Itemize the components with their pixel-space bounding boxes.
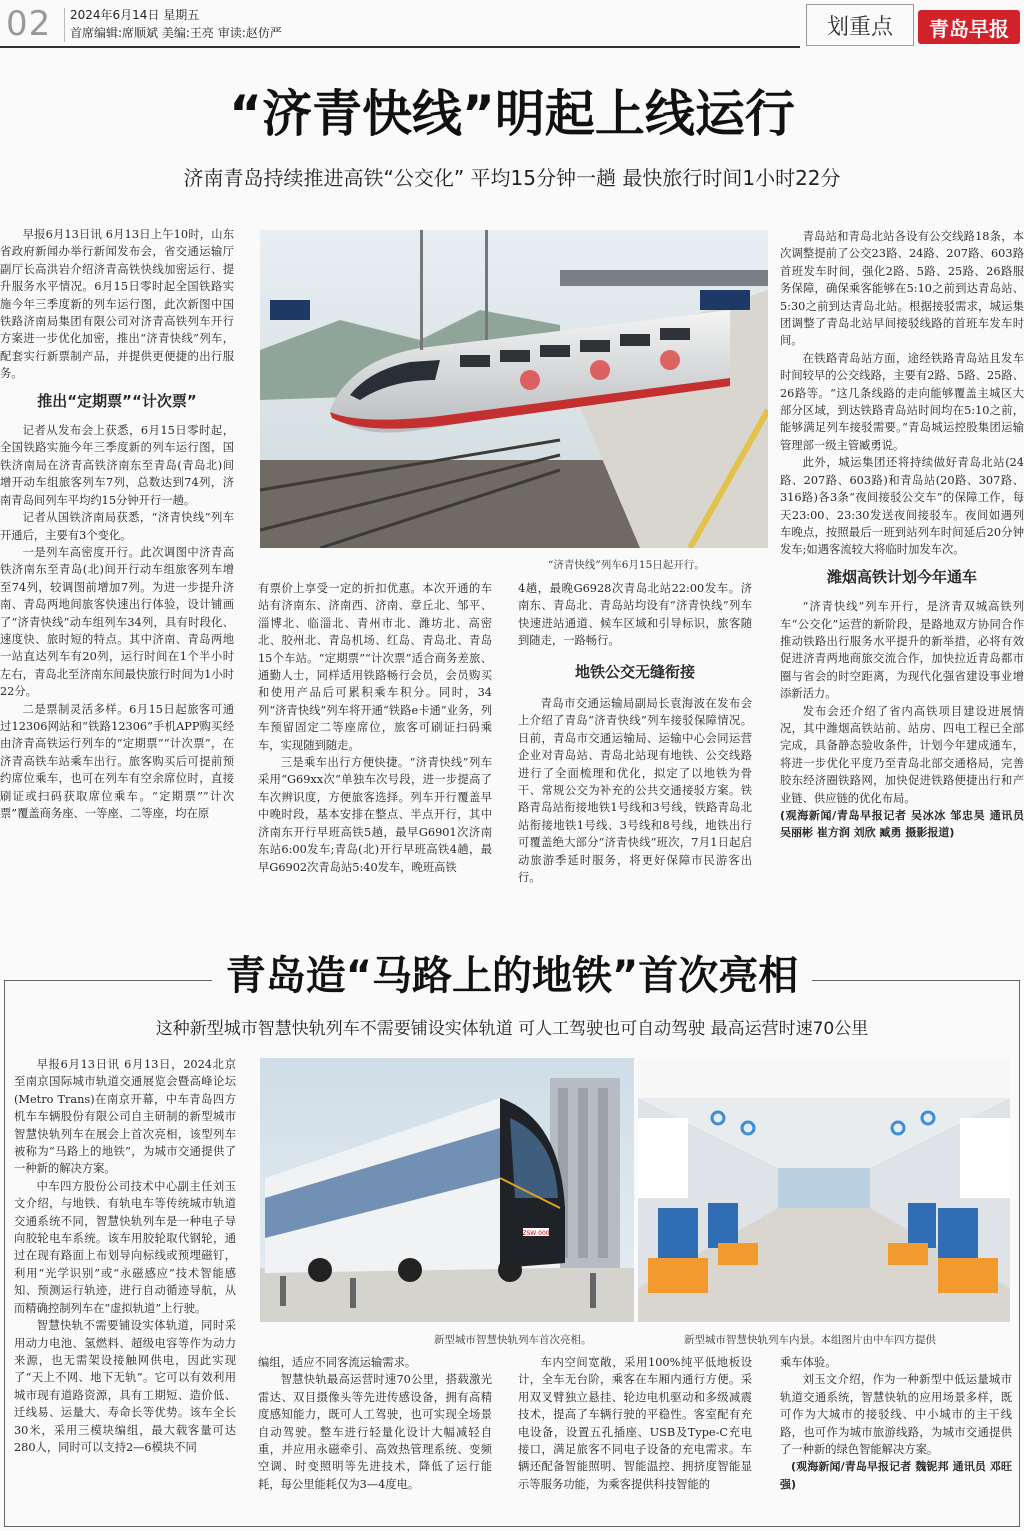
story1-subheadline: 济南青岛持续推进高铁“公交化” 平均15分钟一趟 最快旅行时间1小时22分 [183, 166, 841, 190]
story1-section-heading-weiyan: 潍烟高铁计划今年通车 [826, 567, 977, 586]
tram-exterior-photo [260, 1058, 634, 1322]
paragraph: 有票价上享受一定的折扣优惠。本次开通的车站有济南东、济南西、济南、章丘北、邹平、淄博北、临淄北、青州市北、潍坊北、高密北、胶州北、青岛机场、红岛、青岛北、青岛15个车站。“定期票”“计次票”适合商务差旅、通勤人士，同样适用铁路畅行会员，会员购买和使用产品后可累积乘车积分。同时，34列“济青快线”列车将开通“铁路e卡通”业务，列车预留固定二等座席位，旅客可刷证扫码乘车，实现随到随走。 [258, 582, 492, 752]
paragraph: 此外，城运集团还将持续做好青岛北站(24路、207路、603路)和青岛站(20路、307路、316路)各3条“夜间接驳公交车”的保障工作，每天23:00、23:30发送夜间接驳车。夜间如遇列车晚点，按照最后一班到站列车时间延后20分钟发车;如遇客流较大将临时加发车次。 [780, 456, 1024, 557]
paragraph: 一是列车高密度开行。此次调图中济青高铁济南东至青岛(北)间开行动车组旅客列车增至74列，较调图前增加7列。为进一步提升济南、青岛两地间旅客快速出行体验，设计铺画了“济青快线”动车组列车34列，具有时段化、速度快、旅时短的特点。其中济南、青岛两地一站直达列车有20列，运行时间在1个半小时左右，青岛北至济南东间最快旅行时间为1小时22分。 [0, 545, 234, 699]
paragraph: 智慧快轨不需要铺设实体轨道，同时采用动力电池、氢燃料、超级电容等作为动力来源，也无需架设接触网供电，因此实现了“天上不网、地下无轨”。它可以有效利用城市现有道路资源，具有工期短、造价低、迁线易、运量大、寿命长等优势。该车全长30米，采用三模块编组，最大载客量可达280人，同时可以支持2—6模块不同 [14, 1319, 236, 1454]
story2-headline-text: 青岛造“马路上的地铁”首次亮相 [212, 953, 813, 999]
header-info [70, 6, 282, 42]
paragraph: 发布会还介绍了省内高铁项目建设进展情况，其中潍烟高铁站前、站房、四电工程已全部完成，具备静态验收条件，计划今年建成通车，将进一步优化平度乃至青岛北部交通格局，完善胶东经济圈铁路网，加快促进铁路便捷出行和产业链、供应链的优化布局。 [780, 704, 1024, 805]
story1-section-heading-tickets: 推出“定期票”“计次票” [37, 391, 197, 410]
staff-line: 首席编辑:席顺斌 美编:王亮 审读:赵仿严 [70, 26, 282, 40]
story1-column-4 [780, 228, 1024, 842]
story1-byline: (观海新闻/青岛早报记者 吴冰冰 邹忠昊 通讯员 吴丽彬 崔方润 刘欣 臧勇 摄影报道) [780, 809, 1024, 840]
story1-lead-paragraph: 早报6月13日讯 6月13日上午10时，山东省政府新闻办举行新闻发布会，省交通运输厅副厅长高洪岩介绍济青高铁快线加密运行、提升服务水平情况。6月15日零时起全国铁路实施今年三季度新的列车运行图，此次新图中国铁路济南局集团有限公司对济青高铁列车开行方案进一步优化加密，推出“济青快线”列车，配套实行新票制产品，并提供更便捷的出行服务。 [0, 228, 234, 381]
paragraph: 智慧快轨最高运营时速70公里，搭载激光雷达、双目摄像头等先进传感设备，拥有高精度感知能力，既可人工驾驶，也可实现全场景自动驾驶。整车进行轻量化设计大幅减轻自重，并应用永磁牵引、高效热管理系统、变频空调、时变照明等先进技术，降低了运行能耗，每公里能耗仅为3—4度电。 [258, 1373, 492, 1491]
high-speed-train-image [260, 230, 768, 548]
story1-column-1 [0, 226, 234, 822]
story1-section-heading-metro: 地铁公交无缝衔接 [574, 662, 695, 681]
tram-exterior-caption: 新型城市智慧快轨列车首次亮相。 [434, 1334, 592, 1346]
story1-column-3 [518, 580, 752, 887]
train-photo [260, 230, 768, 548]
header-rule [0, 46, 800, 48]
tram-interior-photo [638, 1058, 1010, 1322]
story2-column-1 [14, 1056, 236, 1456]
story2-column-2 [258, 1354, 492, 1493]
story2-subheadline: 这种新型城市智慧快轨列车不需要铺设实体轨道 可人工驾驶也可自动驾驶 最高运营时速70公里 [155, 1019, 869, 1039]
paragraph: 中车四方股份公司技术中心副主任刘玉文介绍，与地铁、有轨电车等传统城市轨道交通系统不同，智慧快轨列车是一种电子导向胶轮电车系统。该车用胶轮取代钢轮，通过在现有路面上布划导向标线或预埋磁钉，利用“光学识别”或“永磁感应”技术智能感知、预测运行轨迹，进行自动循迹导航，从而精确控制列车在“虚拟轨道”上行驶。 [14, 1179, 236, 1315]
smart-rail-tram-image [260, 1058, 634, 1322]
paragraph: 青岛站和青岛北站各设有公交线路18条，本次调整提前了公交23路、24路、207路、603路首班发车时间，强化2路、5路、25路、26路服务保障，确保乘客能够在5:10之前到达青岛站、5:30之前到达青岛北站。根据接驳需求，城运集团调整了青岛北站早间接驳线路的首班车发车时间。 [780, 230, 1024, 348]
story1-column-2 [258, 580, 492, 876]
train-photo-caption: “济青快线”列车6月15日起开行。 [548, 559, 705, 571]
paragraph: 在铁路青岛站方面，途经铁路青岛站且发车时间较早的公交线路，主要有2路、5路、25路、26路等。“这几条线路的走向能够覆盖主城区大部分区域，到达铁路青岛站时间均在5:10之前，能够满足列车接驳需要。”青岛城运控股集团运输管理部一级主管臧勇说。 [780, 351, 1024, 452]
tram-interior-image [638, 1058, 1010, 1322]
paragraph: 三是乘车出行方便快捷。“济青快线”列车采用“G69xx次”单独车次号段，进一步提高了车次辨识度，方便旅客选择。列车开行覆盖早中晚时段，基本安排在整点、半点开行，其中济南东开行早班高铁5趟，最早G6901次济南东站6:00发车;青岛(北)开行早班高铁4趟，最早G6902次青岛站5:40发车，晚班高铁 [258, 756, 492, 874]
paragraph: “济青快线”列车开行，是济青双城高铁列车“公交化”运营的新阶段，是路地双方协同合作推动铁路出行服务水平提升的新举措，必将有效促进济青两地商旅交流合作，加快拉近青岛都市圈与省会的时空距离，为现代化强省建设事业增添新活力。 [780, 600, 1024, 701]
paragraph: 早报6月13日讯 6月13日，2024北京至南京国际城市轨道交通展览会暨高峰论坛(Metro Trans)在南京开幕，中车青岛四方机车车辆股份有限公司自主研制的新型城市智慧快轨列车在展会上首次亮相，该型列车被称为“马路上的地铁”，为城市交通提供了一种新的解决方案。 [14, 1058, 236, 1176]
paragraph: 记者从国铁济南局获悉，“济青快线”列车开通后，主要有3个变化。 [0, 511, 234, 542]
paragraph: 乘车体验。 [780, 1356, 837, 1369]
paragraph: 4趟，最晚G6928次青岛北站22:00发车。济南东、青岛北、青岛站均设有“济青快线”列车快速进站通道、候车区域和引导标识，旅客随到随走，一路畅行。 [518, 582, 752, 648]
tram-interior-caption: 新型城市智慧快轨列车内景。本组图片由中车四方提供 [684, 1334, 936, 1346]
paragraph: 编组，适应不同客流运输需求。 [258, 1356, 417, 1369]
newspaper-logo: 青岛早报 [918, 10, 1020, 44]
paragraph: 二是票制灵活多样。6月15日起旅客可通过12306网站和“铁路12306”手机APP购买经由济青高铁运行列车的“定期票”“计次票”，在济青高铁车站乘车出行。旅客购买后可提前预约席位乘车，也可在列车有空余席位时，直接刷证或扫码获取席位乘车。“定期票”“计次票”覆盖商务座、一等座、二等座，均在原 [0, 702, 234, 820]
header-separator [64, 8, 65, 42]
tram-plate-text: ZSW 000 [522, 1230, 550, 1237]
story2-column-4 [780, 1354, 1012, 1493]
story2-column-3 [518, 1354, 752, 1493]
story2-byline: (观海新闻/青岛早报记者 魏铌邦 通讯员 邓旺强) [780, 1460, 1012, 1491]
paragraph: 记者从发布会上获悉，6月15日零时起，全国铁路实施今年三季度新的列车运行图，国铁济南局在济青高铁济南东至青岛(青岛北)间增开动车组旅客列车7列，总数达到74列，济南青岛间列车平均约15分钟开行一趟。 [0, 424, 234, 507]
story1-headline: “济青快线”明起上线运行 [229, 85, 795, 143]
paragraph: 青岛市交通运输局副局长袁海波在发布会上介绍了青岛“济青快线”列车接驳保障情况。日前，青岛市交通运输局、运输中心会同运营企业对青岛站、青岛北站现有地铁、公交线路进行了全面梳理和优化，拟定了以地铁为骨干、常规公交为补充的公共交通接驳方案。铁路青岛站衔接地铁1号线和3号线，铁路青岛北站衔接地铁1号线、3号线和8号线，地铁出行可覆盖绝大部分“济青快线”班次，7月1日起启动旅游季延时服务，将更好保障市民游客出行。 [518, 697, 752, 885]
section-label: 划重点 [806, 4, 914, 46]
paragraph: 刘玉文介绍，作为一种新型中低运量城市轨道交通系统，智慧快轨的应用场景多样，既可作为大城市的接驳线、中小城市的主干线路，也可作为城市旅游线路，为城市交通提供了一种新的绿色智能解决方案。 [780, 1373, 1012, 1457]
date-line: 2024年6月14日 星期五 [70, 8, 200, 22]
story2-headline [0, 948, 1024, 1004]
paragraph: 车内空间宽敞，采用100%纯平低地板设计，全车无台阶，乘客在车厢内通行方便。采用双叉臂独立悬挂、轮边电机驱动和多级减震技术，提高了车辆行驶的平稳性。客室配有充电设备，设置五孔插座、USB及Type-C充电接口，满足旅客不同电子设备的充电需求。车辆还配备智能照明、智能温控、拥挤度智能显示等服务功能，为乘客提供科技智能的 [518, 1356, 752, 1491]
page-number: 02 [6, 4, 52, 44]
